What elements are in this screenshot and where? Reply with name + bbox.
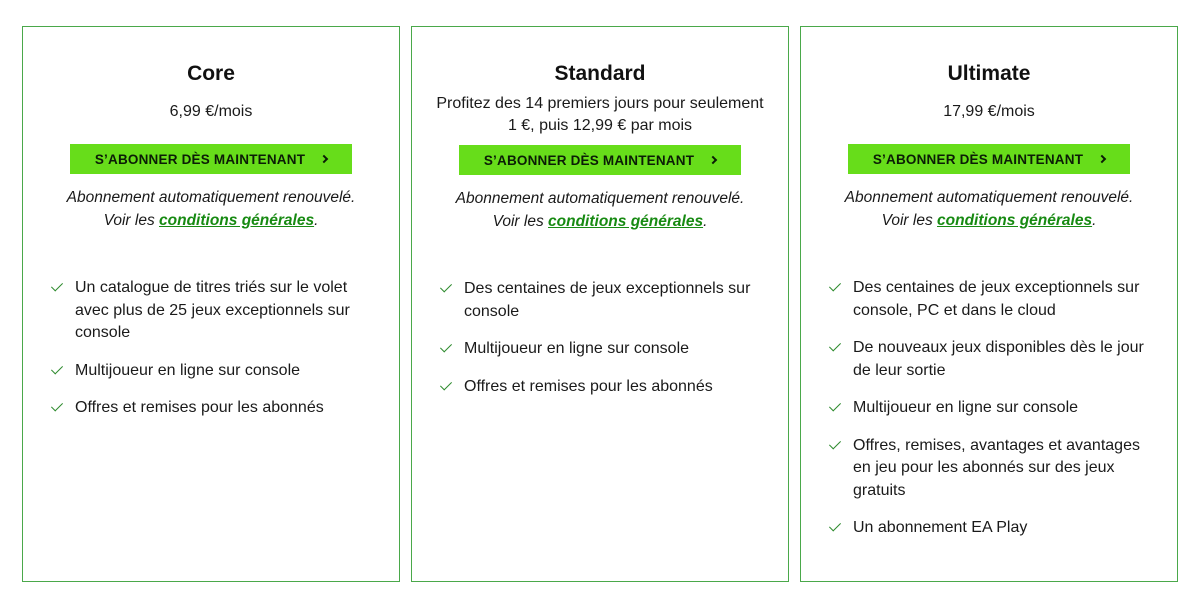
subscribe-button[interactable]: [459, 145, 741, 175]
subscribe-button-label: S’ABONNER DÈS MAINTENANT: [483, 152, 695, 168]
feature-item: [829, 517, 1157, 540]
check-icon: [440, 379, 454, 393]
feature-item: [440, 338, 768, 361]
plan-title: Standard: [554, 62, 646, 85]
feature-text: Un catalogue de titres triés sur le volet avec plus de 25 jeux exceptionnels sur console: [75, 279, 350, 341]
renewal-note-suffix: .: [703, 213, 708, 230]
check-icon: [440, 341, 454, 355]
feature-text: Offres, remises, avantages et avantages en jeu pour les abonnés sur des jeux gratuits: [853, 436, 1140, 499]
renewal-note-line: Abonnement automatiquement renouvelé.: [455, 190, 745, 207]
check-icon: [51, 400, 65, 414]
plan-card-ultimate: [800, 26, 1178, 582]
renewal-note-line: Abonnement automatiquement renouvelé.: [66, 189, 356, 206]
feature-list: [412, 278, 788, 398]
subscribe-button[interactable]: [70, 144, 352, 174]
check-icon: [829, 400, 843, 414]
feature-item: [51, 397, 379, 420]
feature-text: Offres et remises pour les abonnés: [464, 377, 713, 395]
feature-text: Multijoueur en ligne sur console: [75, 361, 301, 379]
plan-card-standard: [411, 26, 789, 582]
feature-text: Des centaines de jeux exceptionnels sur console: [464, 280, 751, 320]
renewal-note-suffix: .: [314, 212, 319, 229]
renewal-note: [801, 186, 1177, 232]
feature-item: [51, 277, 379, 345]
renewal-note-prefix: Voir les: [881, 212, 938, 229]
plan-price: Profitez des 14 premiers jours pour seulement 1 €, puis 12,99 € par mois: [436, 95, 764, 134]
feature-text: Multijoueur en ligne sur console: [464, 340, 690, 357]
check-icon: [829, 280, 843, 294]
subscribe-button-label: S’ABONNER DÈS MAINTENANT: [94, 151, 306, 167]
subscribe-button[interactable]: [848, 144, 1130, 174]
renewal-note-line: Abonnement automatiquement renouvelé.: [844, 189, 1134, 206]
plan-card-core: [22, 26, 400, 582]
feature-item: [51, 360, 379, 383]
terms-link[interactable]: conditions générales: [937, 212, 1093, 229]
plan-price: 17,99 €/mois: [943, 103, 1035, 120]
check-icon: [51, 363, 65, 377]
feature-text: Un abonnement EA Play: [853, 519, 1028, 536]
check-icon: [829, 438, 843, 452]
renewal-note: [412, 187, 788, 233]
check-icon: [829, 520, 843, 534]
feature-list: [23, 277, 399, 420]
chevron-right-icon: [1098, 155, 1106, 163]
feature-item: [829, 397, 1157, 420]
terms-link[interactable]: conditions générales: [548, 213, 704, 230]
feature-item: [829, 435, 1157, 503]
feature-text: Des centaines de jeux exceptionnels sur console, PC et dans le cloud: [853, 279, 1140, 319]
renewal-note-prefix: Voir les: [492, 213, 549, 230]
check-icon: [51, 280, 65, 294]
terms-link[interactable]: conditions générales: [159, 212, 315, 229]
renewal-note-prefix: Voir les: [103, 212, 160, 229]
feature-list: [801, 277, 1177, 540]
plan-price: 6,99 €/mois: [169, 103, 253, 120]
plan-title: Core: [187, 62, 235, 85]
check-icon: [829, 340, 843, 354]
check-icon: [440, 281, 454, 295]
feature-text: De nouveaux jeux disponibles dès le jour de leur sortie: [853, 339, 1144, 379]
feature-text: Multijoueur en ligne sur console: [853, 399, 1079, 416]
feature-item: [440, 376, 768, 399]
feature-item: [829, 277, 1157, 322]
renewal-note: [23, 186, 399, 232]
plan-title: Ultimate: [947, 62, 1031, 85]
renewal-note-suffix: .: [1092, 212, 1097, 229]
feature-item: [440, 278, 768, 323]
feature-item: [829, 337, 1157, 382]
chevron-right-icon: [320, 155, 328, 163]
subscribe-button-label: S’ABONNER DÈS MAINTENANT: [872, 151, 1084, 167]
chevron-right-icon: [709, 156, 717, 164]
feature-text: Offres et remises pour les abonnés: [75, 399, 324, 416]
